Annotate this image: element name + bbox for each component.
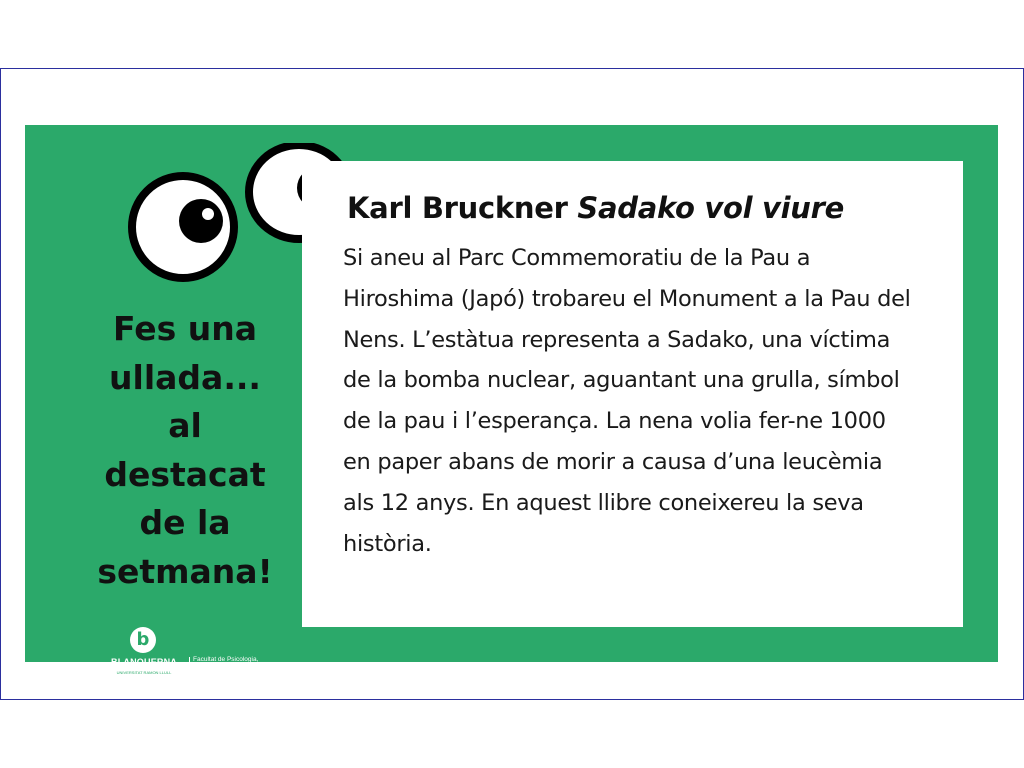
book-work-title: Sadako vol viure: [577, 191, 845, 225]
slide: [0, 68, 1024, 700]
logo-divider: [189, 657, 190, 685]
book-description: Si aneu al Parc Commemoratiu de la Pau a Hiroshima (Japó) trobareu el Monument a la Pau del Nens. L’estàtua representa a Sadako, una víctima de la bomba nuclear, aguantant una grulla, símbol de la pau i l’esperança. La nena volia fer-ne 1000 en paper abans de morir a causa d’una leucèmia als 12 anys. En aquest llibre coneixereu la seva història.: [343, 245, 911, 557]
content-box: [302, 161, 963, 627]
book-author: Karl Bruckner: [347, 191, 568, 225]
logo-badge: b: [130, 627, 156, 653]
logo-faculty: Facultat de Psicologia, Ciències de l’Educació i de l’Esport: [193, 656, 259, 678]
blanquerna-logo-icon: [103, 627, 278, 689]
logo-university: UNIVERSITAT RAMON LLULL: [105, 670, 183, 676]
headline: Fes una ullada... al destacat de la setmana!: [97, 309, 273, 591]
logo-brand: BLANQUERNA: [111, 657, 177, 667]
book-title: [347, 191, 844, 225]
